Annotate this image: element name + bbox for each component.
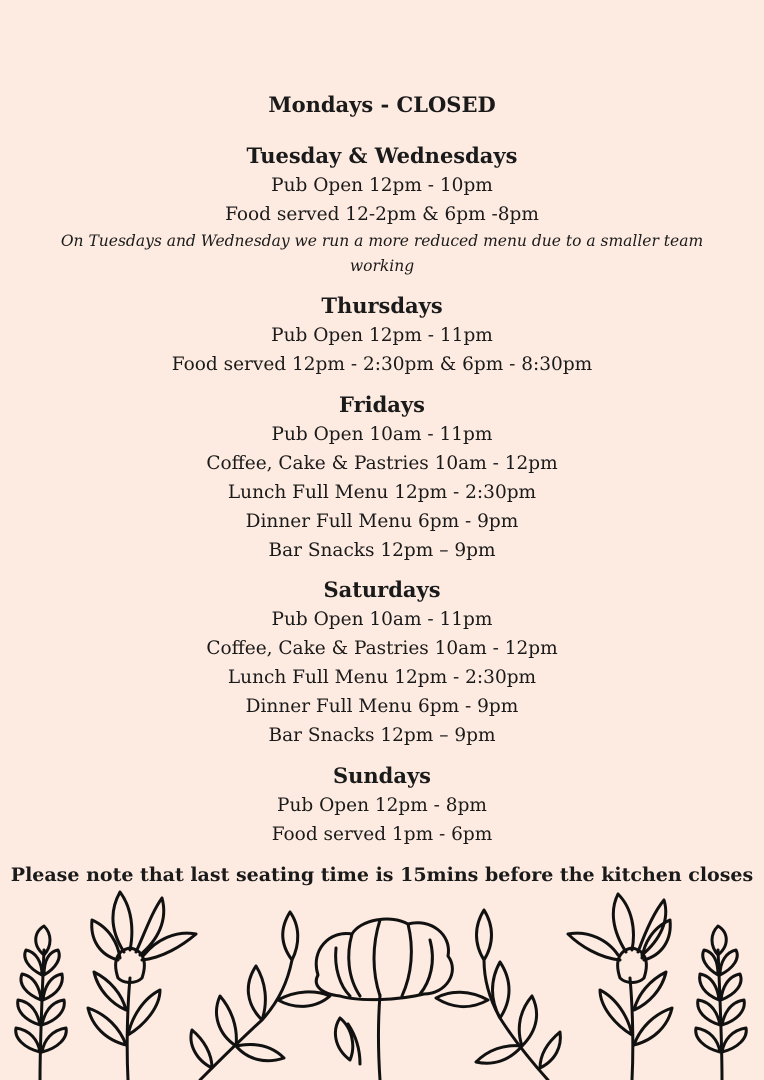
- section-saturdays: [0, 575, 764, 750]
- hours-line: Dinner Full Menu 6pm - 9pm: [245, 511, 519, 532]
- hours-line: Food served 1pm - 6pm: [271, 824, 493, 845]
- poppy-center-icon: [316, 919, 452, 1080]
- hours-line: Pub Open 12pm - 10pm: [271, 175, 493, 196]
- hours-line: Dinner Full Menu 6pm - 9pm: [245, 696, 519, 717]
- closed-notice: Mondays - CLOSED: [268, 92, 496, 117]
- section-sundays: [0, 761, 764, 849]
- hours-line: Food served 12pm - 2:30pm & 6pm - 8:30pm: [171, 354, 593, 375]
- hours-line: Pub Open 12pm - 8pm: [277, 795, 487, 816]
- section-tuesday-wednesday: [0, 141, 764, 279]
- leafy-branch-right-icon: [436, 910, 560, 1080]
- hours-line: Coffee, Cake & Pastries 10am - 12pm: [206, 453, 558, 474]
- tulip-left-icon: [88, 892, 196, 1080]
- section-fridays: [0, 390, 764, 565]
- section-heading: Saturdays: [323, 577, 441, 602]
- section-heading: Thursdays: [321, 293, 443, 318]
- hours-line: Pub Open 12pm - 11pm: [271, 325, 493, 346]
- hours-line: Lunch Full Menu 12pm - 2:30pm: [227, 667, 537, 688]
- hours-line: Food served 12-2pm & 6pm -8pm: [225, 204, 539, 225]
- hours-line: Pub Open 10am - 11pm: [271, 609, 493, 630]
- fern-left-icon: [16, 926, 67, 1080]
- section-note: On Tuesdays and Wednesday we run a more reduced menu due to a smaller team working: [60, 232, 704, 275]
- hours-line: Bar Snacks 12pm – 9pm: [268, 725, 496, 746]
- tulip-right-icon: [568, 894, 672, 1080]
- section-thursdays: [0, 291, 764, 379]
- hours-line: Lunch Full Menu 12pm - 2:30pm: [227, 482, 537, 503]
- hours-line: Coffee, Cake & Pastries 10am - 12pm: [206, 638, 558, 659]
- seating-time-note: Please note that last seating time is 15mins before the kitchen closes: [10, 864, 754, 886]
- hours-line: Pub Open 10am - 11pm: [271, 424, 493, 445]
- section-heading: Sundays: [332, 763, 432, 788]
- hours-line: Bar Snacks 12pm – 9pm: [268, 540, 496, 561]
- leafy-branch-left-icon: [191, 912, 330, 1080]
- fern-right-icon: [696, 926, 747, 1080]
- section-heading: Tuesday & Wednesdays: [246, 143, 518, 168]
- section-heading: Fridays: [339, 392, 425, 417]
- floral-decoration-icon: [0, 885, 764, 1080]
